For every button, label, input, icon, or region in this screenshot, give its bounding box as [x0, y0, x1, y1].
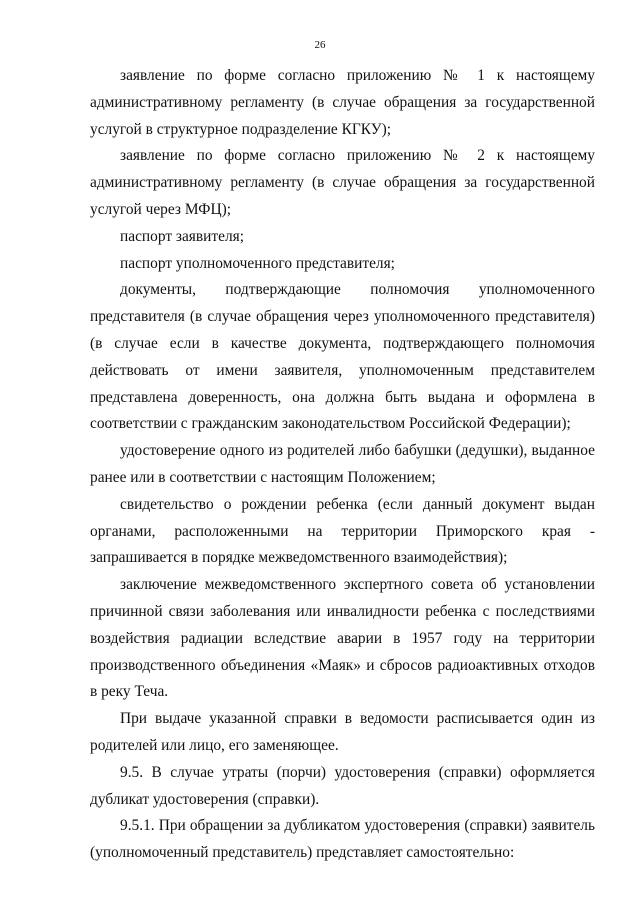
page-number: 26: [314, 39, 326, 51]
paragraph-birth-certificate: свидетельство о рождении ребенка (если данный документ выдан органами, расположенными на территории Приморского края - запрашивается в порядке межведомственного взаимодействия);: [90, 495, 595, 567]
paragraph-application-form-1: заявление по форме согласно приложению № 1 к настоящему административному регламенту (в случае обращения за государственной услугой в структурное подразделение КГКУ);: [90, 67, 595, 138]
document-body: [90, 63, 595, 867]
paragraph-representative-passport: паспорт уполномоченного представителя;: [120, 254, 395, 272]
paragraph-application-form-2: заявление по форме согласно приложению № 2 к настоящему административному регламенту (в случае обращения за государственной услугой через МФЦ);: [90, 147, 595, 218]
paragraph-expert-council-conclusion: заключение межведомственного экспертного совета об установлении причинной связи заболевания или инвалидности ребенка с последствиями воздействия радиации вследствие аварии в 1957 году на территории производственного объединения «Маяк» и сбросов радиоактивных отходов в реку Теча.: [90, 576, 595, 701]
paragraph-applicant-passport: паспорт заявителя;: [120, 227, 244, 245]
paragraph-parent-certificate: удостоверение одного из родителей либо бабушки (дедушки), выданное ранее или в соответствии с настоящим Положением;: [90, 442, 595, 486]
paragraph-duplicate-issuance: 9.5. В случае утраты (порчи) удостоверения (справки) оформляется дубликат удостоверения (справки).: [90, 763, 595, 808]
paragraph-signature-in-register: При выдаче указанной справки в ведомости расписывается один из родителей или лицо, его заменяющее.: [90, 710, 595, 754]
paragraph-authority-documents: документы, подтверждающие полномочия уполномоченного представителя (в случае обращения через уполномоченного представителя) (в случае если в качестве документа, подтверждающего полномочия действовать от имени заявителя, уполномоченным представителем представлена доверенность, она должна быть выдана и оформлена в соответствии с гражданским законодательством Российской Федерации);: [90, 281, 595, 433]
paragraph-duplicate-request: 9.5.1. При обращении за дубликатом удостоверения (справки) заявитель (уполномоченный представитель) представляет самостоятельно:: [90, 817, 595, 862]
